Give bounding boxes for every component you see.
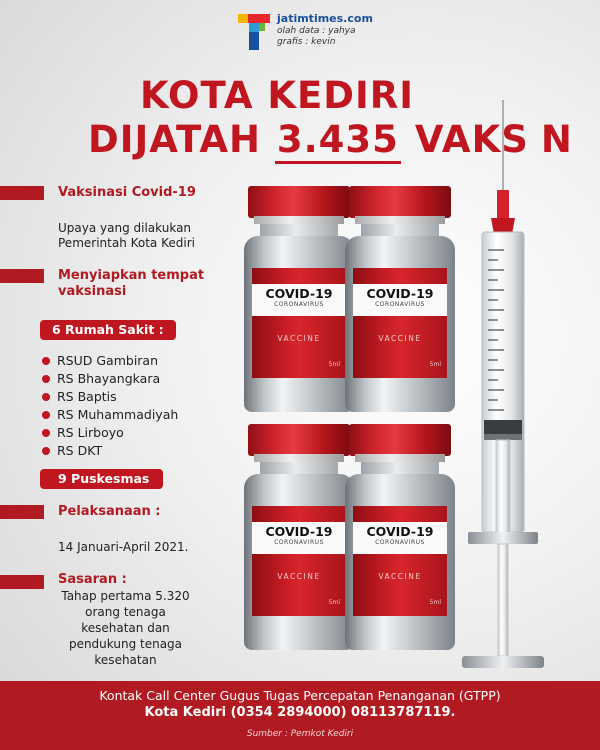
rumah-sakit-pill: 6 Rumah Sakit : [40, 320, 176, 340]
vaksinasi-body: Upaya yang dilakukan Pemerintah Kota Kediri [58, 221, 195, 250]
list-item: RS DKT [42, 442, 178, 460]
puskesmas-pill: 9 Puskesmas [40, 469, 163, 489]
list-item: RS Bhayangkara [42, 370, 178, 388]
tempat-heading: Menyiapkan tempat vaksinasi [58, 268, 205, 299]
section-bar [0, 269, 44, 283]
vaccine-vial: COVID-19 CORONAVIRUS VACCINE 5ml [244, 186, 354, 412]
title-line-1: KOTA KEDIRI [140, 74, 415, 117]
data-credit: olah data : yahya [277, 26, 356, 36]
graphic-credit: grafis : kevin [277, 37, 336, 47]
bullet-icon [42, 357, 50, 365]
vial-name: COVID-19 [265, 524, 333, 539]
title-suffix-b: N [540, 118, 573, 161]
bullet-icon [42, 411, 50, 419]
pelaksanaan-heading: Pelaksanaan : [58, 504, 161, 519]
title-prefix: DIJATAH [88, 118, 261, 161]
list-item: RS Baptis [42, 388, 178, 406]
vaksinasi-heading: Vaksinasi Covid-19 [58, 185, 196, 200]
bullet-icon [42, 447, 50, 455]
vaccine-count: 3.435 [275, 118, 401, 164]
syringe-icon [448, 100, 558, 680]
list-item: RS Muhammadiyah [42, 406, 178, 424]
vial-name: COVID-19 [265, 286, 333, 301]
vaccine-vial: COVID-19 CORONAVIRUS VACCINE 5ml [345, 186, 455, 412]
section-bar [0, 575, 44, 589]
vaccine-vial: COVID-19 CORONAVIRUS VACCINE 5ml [244, 424, 354, 650]
list-item: RSUD Gambiran [42, 352, 178, 370]
sasaran-heading: Sasaran : [58, 572, 127, 587]
section-bar [0, 505, 44, 519]
site-name[interactable]: jatimtimes.com [277, 12, 373, 25]
call-center-line: Kontak Call Center Gugus Tugas Percepatan Penanganan (GTPP) [99, 688, 501, 703]
bullet-icon [42, 429, 50, 437]
hospital-list [42, 352, 178, 460]
list-item: RS Lirboyo [42, 424, 178, 442]
vial-name: COVID-19 [366, 286, 434, 301]
sasaran-body: Tahap pertama 5.320 orang tenaga kesehatan dan pendukung tenaga kesehatan [61, 589, 190, 667]
footer [0, 681, 600, 750]
source-credit: Sumber : Pemkot Kediri [246, 729, 354, 739]
pelaksanaan-body: 14 Januari-April 2021. [58, 540, 189, 554]
jatimtimes-logo-icon [238, 14, 270, 50]
call-center-numbers: Kota Kediri (0354 2894000) 08113787119. [144, 705, 456, 720]
bullet-icon [42, 393, 50, 401]
vaccine-vial: COVID-19 CORONAVIRUS VACCINE 5ml [345, 424, 455, 650]
bullet-icon [42, 375, 50, 383]
section-bar [0, 186, 44, 200]
title-suffix-a: VAKS [414, 118, 529, 161]
vial-name: COVID-19 [366, 524, 434, 539]
